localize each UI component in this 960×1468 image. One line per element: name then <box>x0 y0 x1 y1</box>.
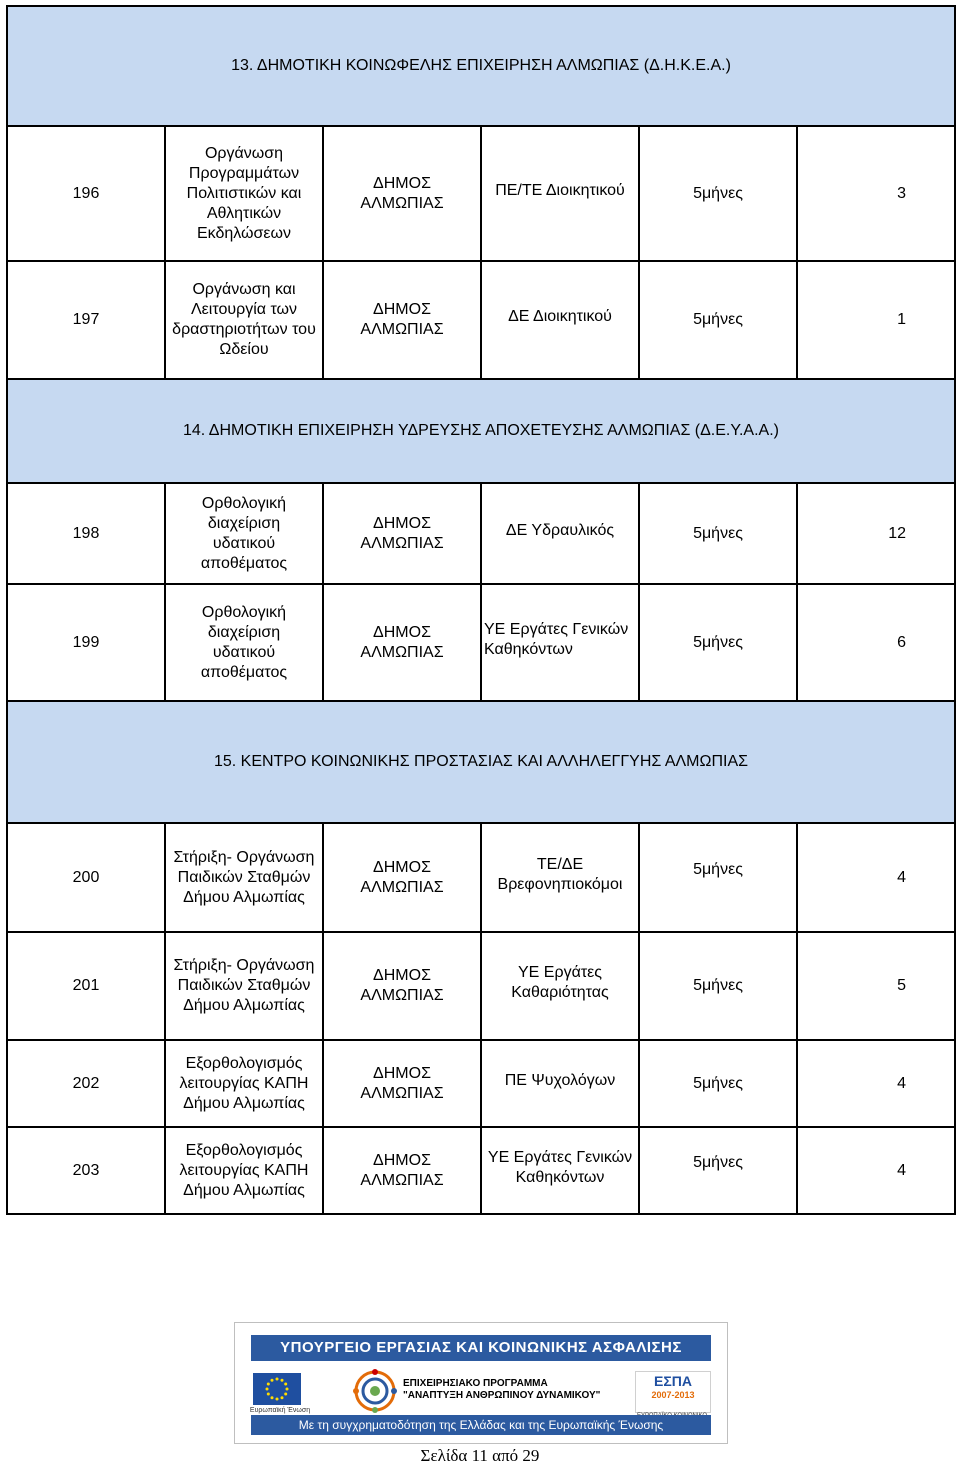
body-cell <box>323 1040 481 1127</box>
row-number: 199 <box>7 584 165 701</box>
table-row <box>7 932 955 1040</box>
duration-cell <box>639 1127 797 1214</box>
specialty-cell <box>481 1127 639 1214</box>
activity-cell <box>165 584 323 701</box>
duration-cell <box>639 1040 797 1127</box>
program-text <box>403 1378 623 1402</box>
specialty-cell <box>481 584 639 701</box>
duration-cell <box>639 483 797 584</box>
table-row <box>7 483 955 584</box>
activity-cell-line: δραστηριοτήτων του <box>172 321 316 338</box>
activity-cell-line: Αθλητικών <box>206 204 282 222</box>
activity-cell-line: Ορθολογική διαχείριση <box>201 494 287 532</box>
program-line-2: "ΑΝΑΠΤΥΞΗ ΑΝΘΡΩΠΙΝΟΥ ΔΥΝΑΜΙΚΟΥ" <box>403 1390 601 1401</box>
activity-cell-line: Δήμου Αλμωπίας <box>183 997 305 1014</box>
specialty-cell <box>481 483 639 584</box>
specialty-cell-line: ΤΕ/ΔΕ Βρεφονηπιοκόμοι <box>497 855 623 893</box>
specialty-cell <box>481 261 639 379</box>
body-cell-line: ΑΛΜΩΠΙΑΣ <box>360 321 444 338</box>
body-cell <box>323 483 481 584</box>
activity-cell-line: Στήριξη- Οργάνωση <box>173 848 315 866</box>
activity-cell-line: Εκδηλώσεων <box>196 224 292 242</box>
activity-cell-line: Πολιτιστικών και <box>186 184 302 202</box>
duration-value: 5μήνες <box>693 1153 743 1171</box>
program-line-1: ΕΠΙΧΕΙΡΗΣΙΑΚΟ ΠΡΟΓΡΑΜΜΑ <box>403 1378 548 1389</box>
cofinance-text: Με τη συγχρηματοδότηση της Ελλάδας και της Ευρωπαϊκής Ένωσης <box>251 1415 711 1435</box>
section-header-row <box>7 379 955 483</box>
specialty-cell-line: ΔΕ Υδραυλικός <box>505 521 615 539</box>
duration-cell <box>639 932 797 1040</box>
table-row <box>7 1040 955 1127</box>
row-number: 202 <box>7 1040 165 1127</box>
section-title: 14. ΔΗΜΟΤΙΚΗ ΕΠΙΧΕΙΡΗΣΗ ΥΔΡΕΥΣΗΣ ΑΠΟΧΕΤΕΥΣΗΣ ΑΛΜΩΠΙΑΣ (Δ.Ε.Υ.Α.Α.) <box>7 379 955 483</box>
count-cell: 5 <box>797 932 955 1040</box>
count-cell: 4 <box>797 1127 955 1214</box>
specialty-cell <box>481 126 639 261</box>
count-cell: 4 <box>797 1040 955 1127</box>
body-cell <box>323 126 481 261</box>
duration-value: 5μήνες <box>693 1074 743 1092</box>
activity-cell <box>165 126 323 261</box>
section-header-row <box>7 701 955 823</box>
duration-cell <box>639 126 797 261</box>
row-number: 203 <box>7 1127 165 1214</box>
count-cell: 4 <box>797 823 955 932</box>
row-number: 200 <box>7 823 165 932</box>
activity-cell-line: Ορθολογική διαχείριση <box>201 603 287 641</box>
duration-value: 5μήνες <box>693 311 743 328</box>
section-title: 15. ΚΕΝΤΡΟ ΚΟΙΝΩΝΙΚΗΣ ΠΡΟΣΤΑΣΙΑΣ ΚΑΙ ΑΛΛΗΛΕΓΓΥΗΣ ΑΛΜΩΠΙΑΣ <box>7 701 955 823</box>
specialty-cell-line: ΥΕ Εργάτες Γενικών Καθηκόντων <box>484 620 629 658</box>
duration-value: 5μήνες <box>693 524 743 542</box>
activity-cell-line: Οργάνωση <box>204 144 284 162</box>
activity-cell-line: Εξορθολογισμός <box>185 1054 303 1072</box>
table-row <box>7 584 955 701</box>
section-header-row <box>7 6 955 126</box>
body-cell-line: ΑΛΜΩΠΙΑΣ <box>360 1084 444 1102</box>
activity-cell <box>165 823 323 932</box>
activity-cell-line: Λειτουργία των <box>190 301 298 318</box>
table-row <box>7 823 955 932</box>
activity-cell-line: Δήμου Αλμωπίας <box>183 1094 305 1112</box>
duration-value: 5μήνες <box>693 977 743 994</box>
body-cell-line: ΔΗΜΟΣ <box>373 514 431 532</box>
body-cell <box>323 932 481 1040</box>
body-cell-line: ΔΗΜΟΣ <box>373 858 431 876</box>
specialty-cell <box>481 823 639 932</box>
table-row <box>7 261 955 379</box>
body-cell <box>323 1127 481 1214</box>
funding-banner <box>234 1322 728 1444</box>
activity-cell-line: Παιδικών Σταθμών <box>177 977 311 994</box>
activity-cell-line: Στήριξη- Οργάνωση <box>173 957 315 974</box>
activity-cell-line: υδατικού αποθέματος <box>200 643 288 681</box>
activity-cell-line: Δήμου Αλμωπίας <box>183 888 305 906</box>
activity-cell-line: Προγραμμάτων <box>188 164 300 182</box>
activity-cell-line: Ωδείου <box>219 341 269 358</box>
count-cell: 6 <box>797 584 955 701</box>
row-number: 201 <box>7 932 165 1040</box>
body-cell-line: ΑΛΜΩΠΙΑΣ <box>360 194 444 212</box>
body-cell <box>323 823 481 932</box>
body-cell-line: ΑΛΜΩΠΙΑΣ <box>360 534 444 552</box>
specialty-cell-line: ΠΕ Ψυχολόγων <box>504 1071 616 1089</box>
row-number: 197 <box>7 261 165 379</box>
section-title: 13. ΔΗΜΟΤΙΚΗ ΚΟΙΝΩΦΕΛΗΣ ΕΠΙΧΕΙΡΗΣΗ ΑΛΜΩΠΙΑΣ (Δ.Η.Κ.Ε.Α.) <box>7 6 955 126</box>
count-cell: 12 <box>797 483 955 584</box>
program-emblem-icon <box>353 1369 397 1413</box>
body-cell-line: ΔΗΜΟΣ <box>373 301 431 318</box>
duration-cell <box>639 823 797 932</box>
ministry-title: ΥΠΟΥΡΓΕΙΟ ΕΡΓΑΣΙΑΣ ΚΑΙ ΚΟΙΝΩΝΙΚΗΣ ΑΣΦΑΛΙΣΗΣ <box>251 1335 711 1361</box>
activity-cell <box>165 261 323 379</box>
body-cell-line: ΑΛΜΩΠΙΑΣ <box>360 643 444 661</box>
positions-table <box>6 5 956 1215</box>
row-number: 198 <box>7 483 165 584</box>
specialty-cell-line: ΠΕ/ΤΕ Διοικητικού <box>495 181 625 199</box>
activity-cell-line: Εξορθολογισμός <box>185 1141 303 1159</box>
activity-cell-line: λειτουργίας ΚΑΠΗ <box>179 1074 309 1092</box>
duration-cell <box>639 261 797 379</box>
duration-value: 5μήνες <box>693 860 743 878</box>
activity-cell <box>165 1127 323 1214</box>
body-cell-line: ΑΛΜΩΠΙΑΣ <box>360 878 444 896</box>
activity-cell <box>165 932 323 1040</box>
espa-name: ΕΣΠΑ <box>654 1373 692 1389</box>
body-cell-line: ΑΛΜΩΠΙΑΣ <box>360 1171 444 1189</box>
duration-cell <box>639 584 797 701</box>
row-number: 196 <box>7 126 165 261</box>
table-row <box>7 126 955 261</box>
espa-logo <box>635 1371 711 1413</box>
body-cell-line: ΔΗΜΟΣ <box>373 1064 431 1082</box>
activity-cell-line: λειτουργίας ΚΑΠΗ <box>179 1161 309 1179</box>
activity-cell-line: Παιδικών Σταθμών <box>177 868 311 886</box>
eu-caption: Ευρωπαϊκή Ένωση <box>249 1407 311 1414</box>
specialty-cell <box>481 1040 639 1127</box>
duration-value: 5μήνες <box>693 633 743 651</box>
specialty-cell-line: ΥΕ Εργάτες Καθαριότητας <box>511 964 609 1001</box>
count-cell: 3 <box>797 126 955 261</box>
table-row <box>7 1127 955 1214</box>
body-cell-line: ΔΗΜΟΣ <box>373 623 431 641</box>
body-cell-line: ΔΗΜΟΣ <box>373 967 431 984</box>
specialty-cell-line: Καθηκόντων <box>515 1168 605 1186</box>
specialty-cell <box>481 932 639 1040</box>
duration-value: 5μήνες <box>693 184 743 202</box>
body-cell-line: ΑΛΜΩΠΙΑΣ <box>360 987 444 1004</box>
eu-flag-icon <box>253 1373 301 1405</box>
body-cell-line: ΔΗΜΟΣ <box>373 1151 431 1169</box>
count-cell: 1 <box>797 261 955 379</box>
specialty-cell-line: ΔΕ Διοικητικού <box>508 308 612 325</box>
activity-cell-line: Οργάνωση και <box>192 281 296 298</box>
specialty-cell-line: ΥΕ Εργάτες Γενικών <box>487 1148 633 1166</box>
activity-cell-line: Δήμου Αλμωπίας <box>183 1181 305 1199</box>
espa-years: 2007-2013 <box>651 1390 695 1400</box>
body-cell <box>323 584 481 701</box>
body-cell-line: ΔΗΜΟΣ <box>373 174 431 192</box>
activity-cell <box>165 483 323 584</box>
activity-cell-line: υδατικού αποθέματος <box>200 534 288 572</box>
body-cell <box>323 261 481 379</box>
page-number: Σελίδα 11 από 29 <box>420 1446 540 1465</box>
activity-cell <box>165 1040 323 1127</box>
